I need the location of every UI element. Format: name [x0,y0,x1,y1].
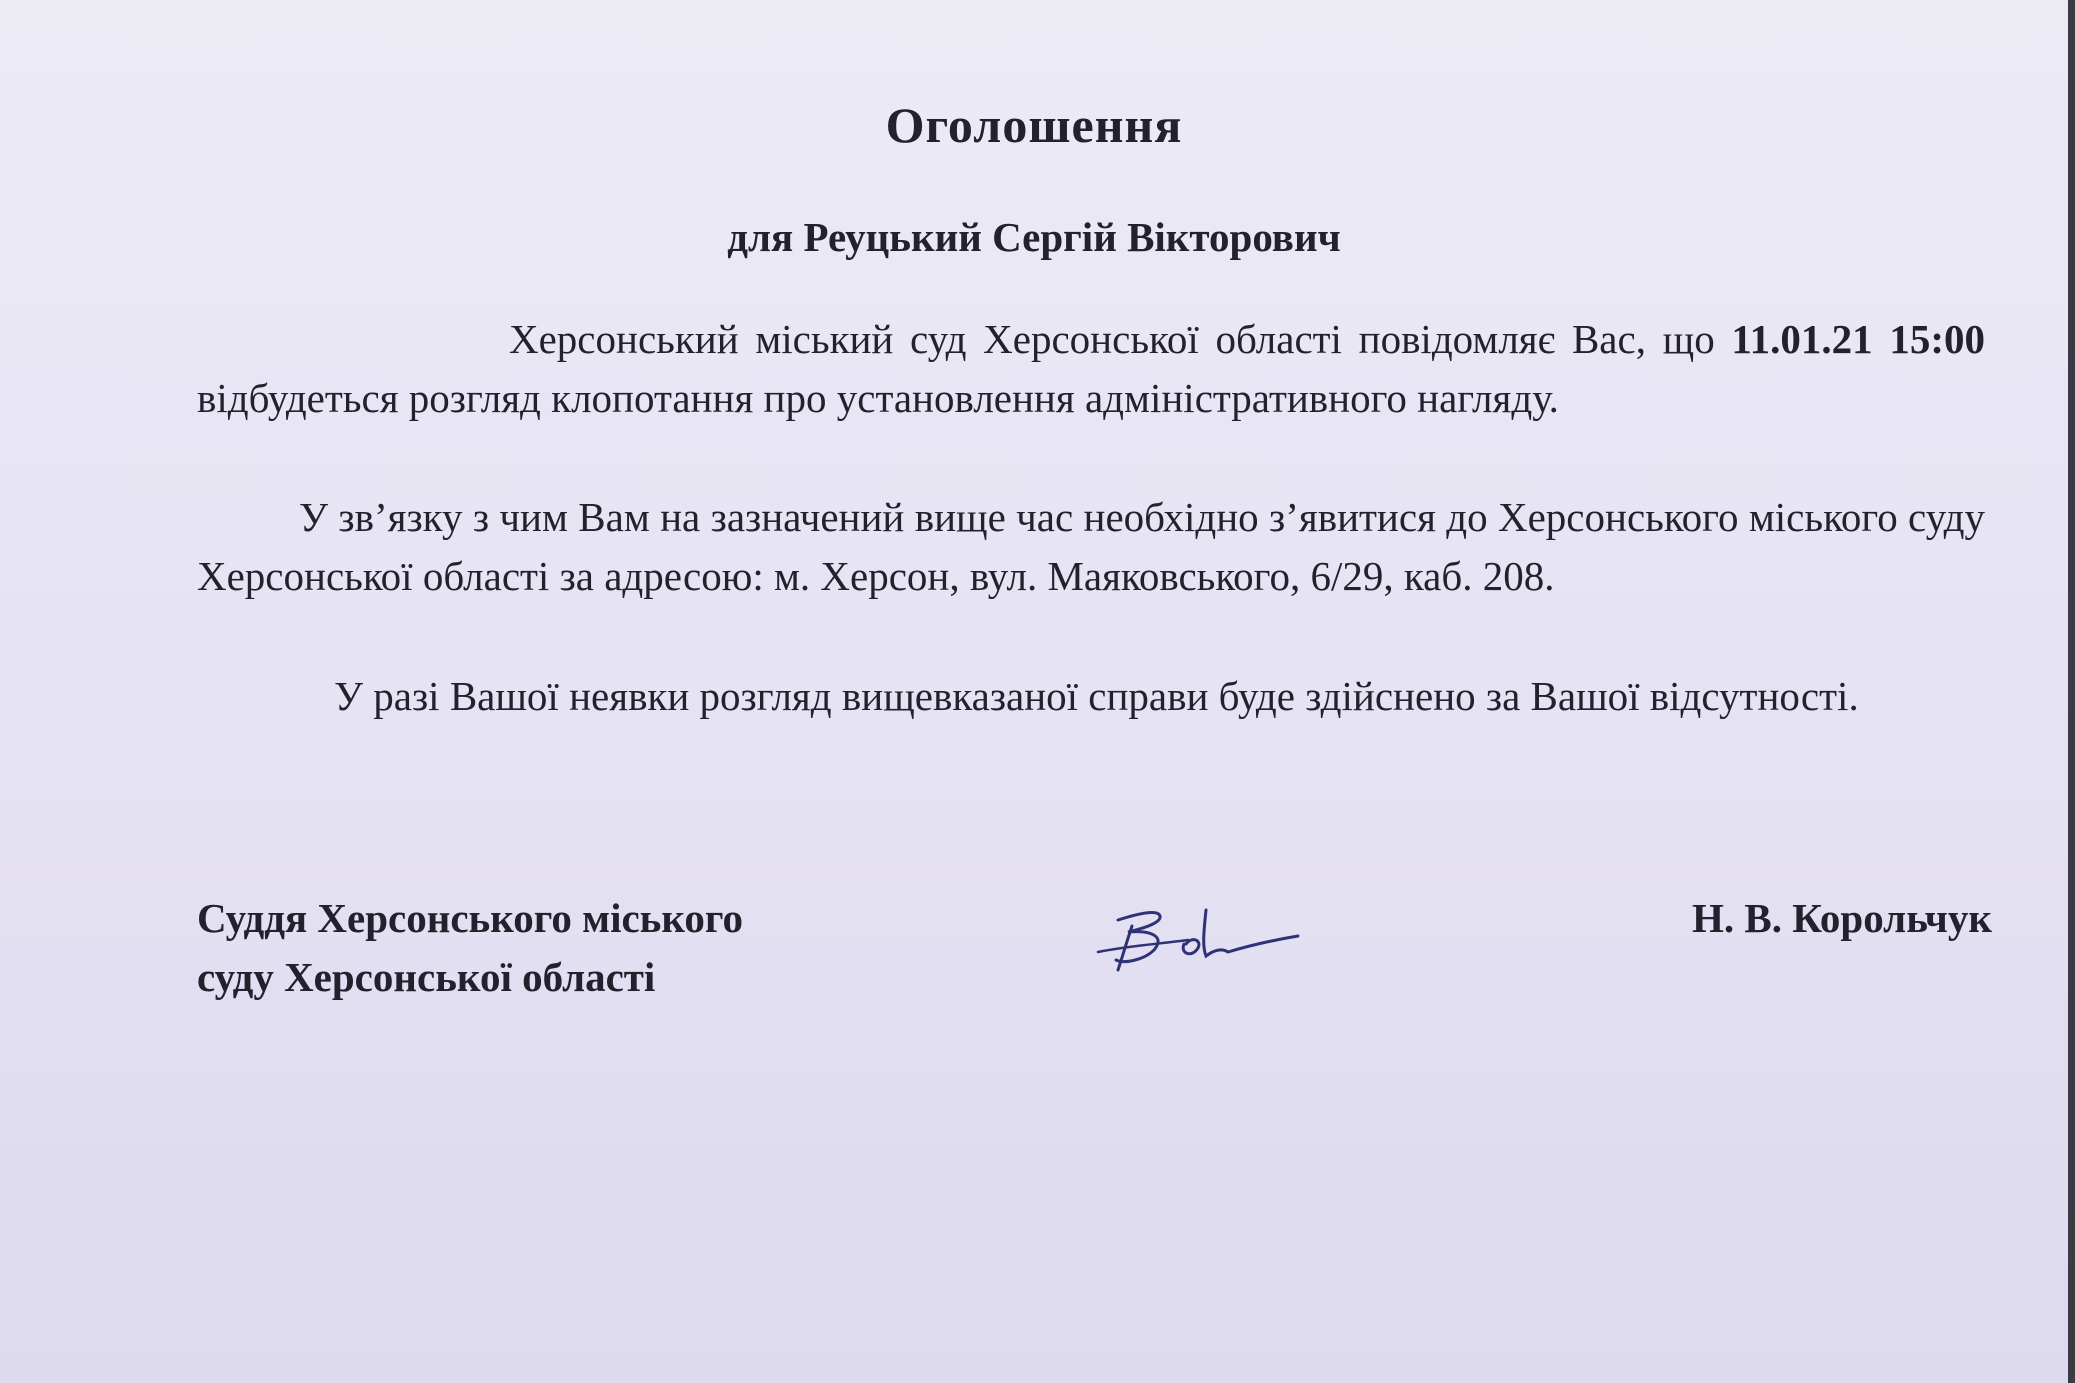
paragraph-summons [197,488,1985,606]
summons-text: У зв’язку з чим Вам на зазначений вище час необхідно з’явитися до Херсонського міського суду Херсонської області за адресою: м. Херсон, вул. Маяковського, 6/29, каб. 208. [197,494,1985,599]
absence-text: У разі Вашої неявки розгляд вищевказаної справи буде здійснено за Вашої відсутності. [334,673,1859,719]
notice-text-b: відбудеться розгляд клопотання про установлення адміністративного нагляду. [197,375,1559,421]
handwritten-signature-icon [1088,900,1308,990]
judge-position [197,889,743,1007]
judge-position-line1: Суддя Херсонського міського [197,895,744,941]
signer-name: Н. В. Корольчук [1692,895,1992,941]
paragraph-absence [197,667,1985,726]
notice-text-a: Херсонський міський суд Херсонської області повідомляє Вас, що [509,316,1732,362]
hearing-date: 11.01.21 15:00 [1731,316,1985,362]
addressee-line: для Реуцький Сергій Вікторович [727,214,1341,260]
judge-position-line2: суду Херсонської області [197,954,656,1000]
paragraph-notice [197,310,1985,428]
document-title: Оголошення [885,97,1183,153]
